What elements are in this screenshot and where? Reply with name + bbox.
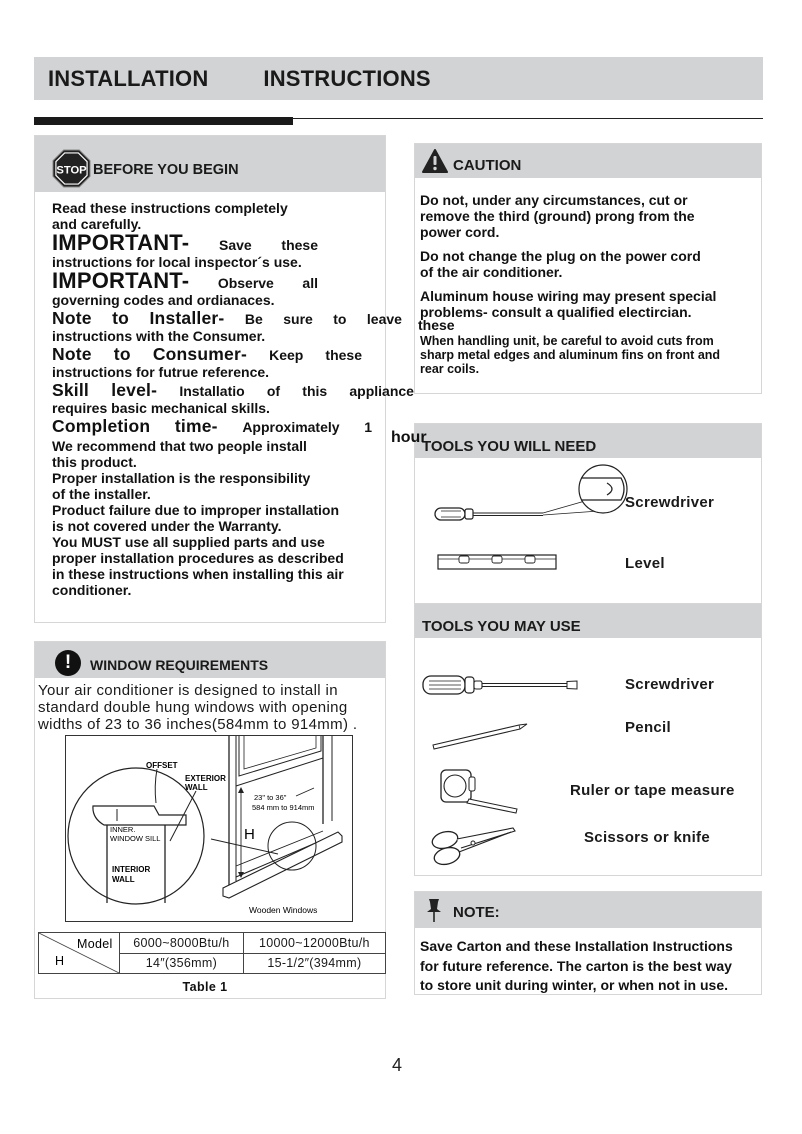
word: Installatio: [179, 383, 245, 399]
word: 1: [364, 419, 372, 435]
svg-text:584 mm to 914mm: 584 mm to 914mm: [252, 803, 315, 812]
stop-sign-icon: [52, 149, 91, 188]
lead-word: to: [112, 308, 130, 328]
page-title-bar: [34, 57, 763, 100]
svg-text:H: H: [55, 954, 65, 968]
note-line: to store unit during winter, or when not in use.: [420, 977, 728, 993]
tools-will-need-header: [415, 424, 761, 458]
svg-text:Wooden Windows: Wooden Windows: [249, 905, 318, 915]
overflow-word: these: [418, 317, 455, 333]
word: these: [281, 237, 318, 253]
word: of: [266, 383, 281, 399]
paragraph-line: of the installer.: [52, 486, 151, 502]
word: Be: [244, 311, 263, 327]
note-body: [420, 937, 765, 996]
caution-line: Aluminum house wiring may present special: [420, 288, 717, 304]
lead-word: Consumer-: [152, 344, 247, 364]
page-title: INSTALLATION INSTRUCTIONS: [48, 66, 431, 91]
completion-time-row: [52, 416, 372, 436]
svg-text:WINDOW SILL: WINDOW SILL: [110, 834, 161, 843]
paragraph-line: in these instructions when installing this air: [52, 566, 344, 582]
note-line: Save Carton and these Installation Instructions: [420, 938, 733, 954]
text-line: standard double hung windows with opening: [38, 699, 348, 716]
caution-line: When handling unit, be careful to avoid cuts from: [420, 334, 714, 348]
svg-text:WALL: WALL: [185, 783, 208, 792]
svg-text:OFFSET: OFFSET: [146, 761, 178, 770]
lead-word: Installer-: [149, 308, 225, 328]
important-lead: IMPORTANT-: [52, 230, 190, 255]
tape-measure-icon: [439, 767, 521, 815]
paragraph-line: proper installation procedures as described: [52, 550, 344, 566]
lead-word: Note: [52, 344, 92, 364]
intro-line: and carefully.: [52, 216, 142, 232]
warning-triangle-icon: [422, 149, 448, 173]
tools-may-use-panel: [414, 603, 762, 876]
before-you-begin-header: [35, 136, 385, 192]
tools-will-need-heading: TOOLS YOU WILL NEED: [422, 438, 597, 455]
note-heading: NOTE:: [453, 904, 500, 921]
paragraph-line: Product failure due to improper installation: [52, 502, 340, 518]
svg-text:Model: Model: [77, 937, 113, 951]
paragraph-line: We recommend that two people install: [52, 438, 307, 454]
table-cell: 14″(356mm): [120, 953, 244, 974]
svg-text:WALL: WALL: [112, 875, 135, 884]
paragraph-line: is not covered under the Warranty.: [52, 518, 282, 534]
pencil-icon: [431, 720, 531, 750]
svg-text:EXTERIOR: EXTERIOR: [185, 774, 226, 783]
word: these: [325, 347, 362, 363]
lead-word: level-: [111, 380, 158, 400]
pushpin-icon: [424, 897, 446, 923]
exclamation-circle-icon: !: [55, 650, 81, 676]
before-you-begin-heading: BEFORE YOU BEGIN: [93, 162, 239, 178]
word: Keep: [269, 347, 304, 363]
caution-line: power cord.: [420, 224, 500, 240]
overflow-word: hour: [391, 429, 427, 446]
caution-item: [420, 334, 765, 376]
word: to: [333, 311, 347, 327]
caution-line: sharp metal edges and aluminum fins on front and: [420, 348, 721, 362]
word: Save: [218, 237, 252, 253]
note-header: [415, 892, 761, 928]
table-cell: 15-1/2″(394mm): [243, 953, 385, 974]
word: leave: [366, 311, 402, 327]
skill-level-rest: requires basic mechanical skills.: [52, 400, 270, 416]
word: all: [302, 275, 318, 291]
tool-label: Ruler or tape measure: [570, 782, 735, 799]
caution-line: of the air conditioner.: [420, 264, 563, 280]
note-consumer-rest: instructions for futrue reference.: [52, 364, 270, 380]
table-caption: Table 1: [182, 980, 228, 994]
tool-label: Scissors or knife: [584, 829, 710, 846]
caution-line: problems- consult a qualified electircian.: [420, 304, 692, 320]
lead-word: Completion: [52, 416, 151, 436]
intro-line: Read these instructions completely: [52, 200, 288, 216]
text-line: widths of 23 to 36 inches(584mm to 914mm) .: [38, 716, 358, 733]
window-requirements-panel: [34, 641, 386, 999]
before-you-begin-body: [52, 200, 472, 598]
caution-line: rear coils.: [420, 362, 480, 376]
word: Observe: [217, 275, 274, 291]
caution-line: Do not, under any circumstances, cut or: [420, 192, 688, 208]
lead-word: Note: [52, 308, 92, 328]
caution-panel: [414, 143, 762, 394]
tool-label: Pencil: [625, 719, 671, 736]
note-panel: [414, 891, 762, 995]
svg-text:H: H: [244, 826, 255, 843]
window-diagram: [65, 735, 353, 922]
window-requirements-text: [38, 682, 398, 733]
note-installer-rest: instructions with the Consumer.: [52, 328, 266, 344]
table-header-cell: 10000~12000Btu/h: [243, 933, 385, 954]
flathead-screwdriver-icon: [421, 672, 581, 698]
word: appliance: [349, 383, 414, 399]
important-lead: IMPORTANT-: [52, 268, 190, 293]
svg-text:INNER.: INNER.: [110, 825, 136, 834]
tool-label: Screwdriver: [625, 676, 715, 693]
note-installer-row: [52, 308, 402, 328]
caution-body: [420, 192, 765, 384]
tools-will-need-panel: [414, 423, 762, 604]
page-number: 4: [392, 1055, 403, 1075]
tools-may-use-heading: TOOLS YOU MAY USE: [422, 618, 581, 635]
tool-label: Screwdriver: [625, 494, 715, 511]
important-observe-rest: governing codes and ordianaces.: [52, 292, 275, 308]
svg-text:23" to 36": 23" to 36": [254, 793, 287, 802]
phillips-screwdriver-icon: [431, 464, 631, 529]
caution-line: remove the third (ground) prong from the: [420, 208, 695, 224]
caution-item: [420, 288, 765, 320]
caution-line: Do not change the plug on the power cord: [420, 248, 701, 264]
svg-text:STOP: STOP: [56, 164, 87, 177]
window-sill-illustration: [66, 736, 354, 923]
word: this: [302, 383, 328, 399]
window-requirements-heading: WINDOW REQUIREMENTS: [90, 657, 269, 673]
tools-may-use-header: [415, 604, 761, 638]
window-requirements-header: [35, 642, 385, 678]
paragraph-line: conditioner.: [52, 582, 132, 598]
svg-text:INTERIOR: INTERIOR: [112, 865, 151, 874]
paragraph-line: Proper installation is the responsibility: [52, 470, 311, 486]
caution-heading: CAUTION: [453, 157, 522, 174]
paragraph-line: You MUST use all supplied parts and use: [52, 534, 325, 550]
important-save-rest: instructions for local inspector´s use.: [52, 254, 302, 270]
important-observe-row: [52, 270, 318, 292]
caution-item: [420, 192, 765, 240]
word: Approximately: [242, 419, 340, 435]
table-corner-cell: [39, 933, 120, 974]
skill-level-row: [52, 380, 414, 400]
table-header-cell: 6000~8000Btu/h: [120, 933, 244, 954]
lead-word: to: [113, 344, 131, 364]
note-consumer-row: [52, 344, 362, 364]
caution-header: [415, 144, 761, 178]
caution-item: [420, 248, 765, 280]
lead-word: time-: [174, 416, 218, 436]
divider-thin: [292, 118, 763, 119]
text-line: Your air conditioner is designed to install in: [38, 682, 338, 699]
divider-thick: [34, 117, 293, 125]
tool-label: Level: [625, 555, 665, 572]
window-height-table: [38, 932, 386, 974]
table-row: [39, 933, 386, 954]
scissors-icon: [429, 822, 519, 868]
word: sure: [283, 311, 313, 327]
lead-word: Skill: [52, 380, 89, 400]
paragraph-line: this product.: [52, 454, 137, 470]
before-paragraphs: [52, 438, 472, 598]
level-icon: [437, 552, 559, 572]
important-save-row: [52, 232, 318, 254]
note-line: for future reference. The carton is the best way: [420, 957, 732, 974]
